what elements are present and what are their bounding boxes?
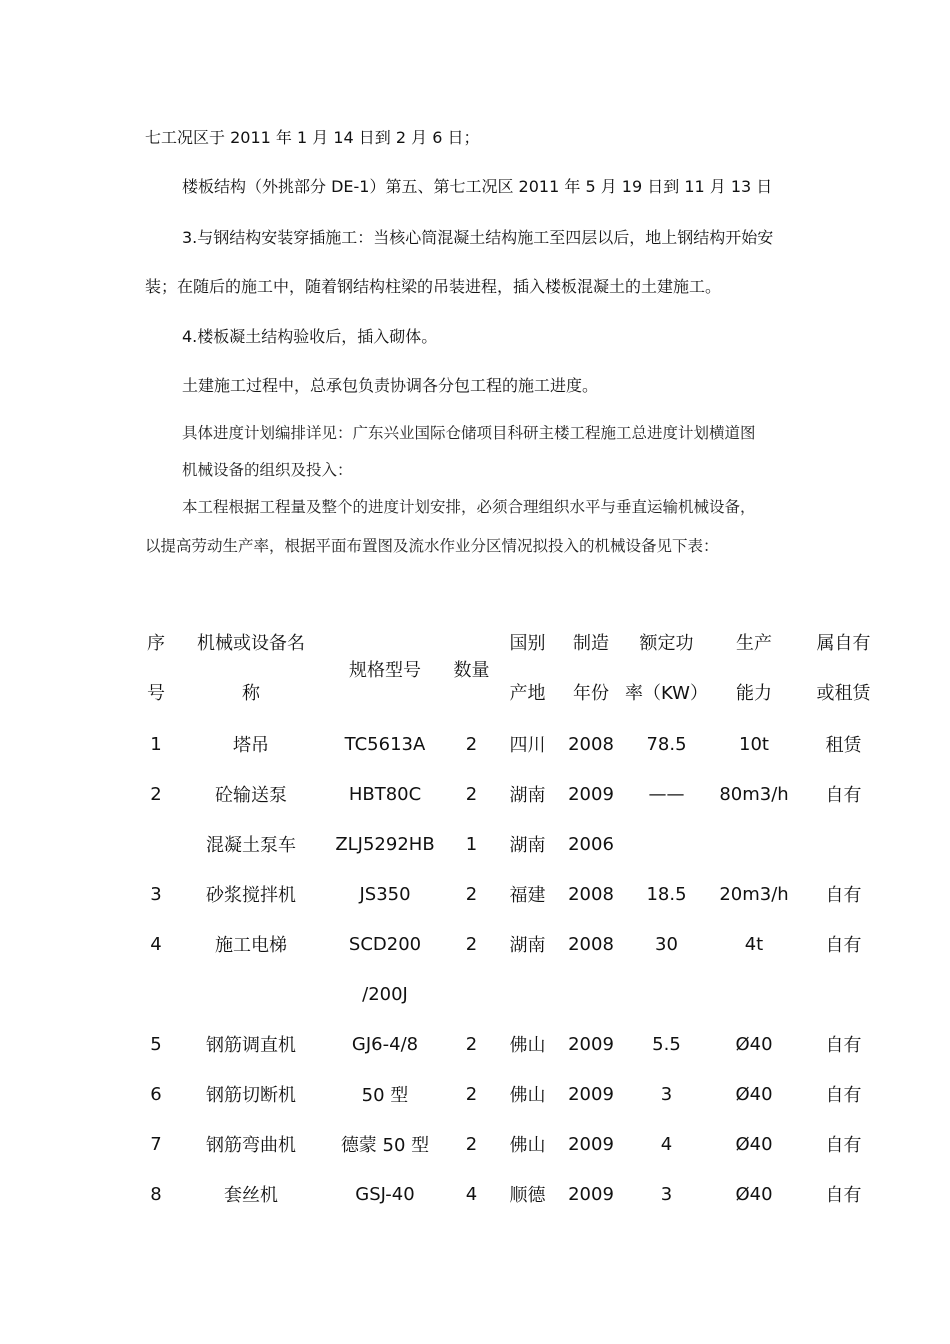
cell-name: 塔吊 [233, 735, 269, 756]
paragraph-schedule-zone7: 七工况区于 2011 年 1 月 14 日到 2 月 6 日； [145, 128, 480, 147]
cell-power: 4 [660, 1133, 673, 1155]
cell-power: 30 [655, 933, 678, 955]
table-row [131, 1069, 891, 1119]
header-name [181, 619, 321, 719]
cell-origin: 佛山 [509, 1135, 546, 1156]
table-row [131, 869, 891, 919]
table-row [131, 719, 891, 769]
header-origin-line1: 国别 [509, 633, 546, 654]
cell-power [621, 819, 712, 869]
cell-origin: 佛山 [509, 1085, 546, 1106]
header-power [621, 619, 712, 719]
cell-seq [131, 819, 181, 869]
cell-origin: 顺德 [509, 1185, 546, 1206]
cell-origin [494, 969, 561, 1019]
table-row [131, 919, 891, 969]
cell-seq: 7 [150, 1133, 162, 1155]
cell-power [621, 969, 712, 1019]
cell-qty: 1 [465, 833, 478, 855]
section-heading-equipment: 机械设备的组织及投入： [182, 461, 353, 479]
cell-qty [449, 969, 494, 1019]
table-row [131, 1019, 891, 1069]
cell-power: 78.5 [646, 733, 687, 755]
cell-name: 施工电梯 [215, 935, 287, 956]
cell-name [181, 969, 321, 1019]
cell-owner [796, 819, 891, 869]
cell-capacity: Ø40 [735, 1133, 773, 1155]
table-row [131, 1169, 891, 1219]
paragraph-equipment-intro-1: 本工程根据工程量及整个的进度计划安排，必须合理组织水平与垂直运输机械设备， [182, 498, 756, 516]
header-name-line1: 机械或设备名 [197, 633, 305, 654]
cell-model: TC5613A [344, 733, 426, 755]
cell-model: /200J [362, 983, 408, 1005]
cell-year: 2009 [568, 1033, 614, 1055]
cell-year: 2008 [568, 733, 614, 755]
cell-seq: 5 [150, 1033, 162, 1055]
cell-origin: 佛山 [509, 1035, 546, 1056]
cell-name: 钢筋调直机 [206, 1035, 296, 1056]
header-capacity-line1: 生产 [736, 633, 772, 654]
cell-seq: 2 [150, 783, 162, 805]
cell-model: 德蒙 50 型 [340, 1135, 430, 1156]
header-capacity-line2: 能力 [736, 683, 772, 704]
cell-name: 钢筋弯曲机 [206, 1135, 296, 1156]
cell-seq: 1 [150, 733, 162, 755]
cell-seq: 4 [150, 933, 162, 955]
paragraph-coordination: 土建施工过程中，总承包负责协调各分包工程的施工进度。 [182, 376, 599, 395]
table-header-row [131, 619, 891, 719]
cell-origin: 湖南 [509, 785, 546, 806]
cell-seq: 3 [150, 883, 162, 905]
cell-power: 18.5 [646, 883, 687, 905]
cell-seq [131, 969, 181, 1019]
header-qty: 数量 [453, 660, 490, 681]
cell-owner: 自有 [825, 1035, 862, 1056]
cell-capacity: Ø40 [735, 1083, 773, 1105]
cell-year: 2009 [568, 783, 614, 805]
cell-qty: 2 [465, 733, 478, 755]
cell-model: JS350 [359, 883, 411, 905]
cell-name: 钢筋切断机 [206, 1085, 296, 1106]
cell-qty: 2 [465, 1133, 478, 1155]
cell-year [561, 969, 621, 1019]
cell-origin: 湖南 [509, 935, 546, 956]
header-year [561, 619, 621, 719]
table-row [131, 969, 891, 1019]
cell-name: 砼输送泵 [215, 785, 287, 806]
cell-owner: 自有 [825, 1185, 862, 1206]
header-seq-line1: 序 [147, 633, 165, 654]
cell-owner: 自有 [825, 1085, 862, 1106]
cell-qty: 2 [465, 883, 478, 905]
header-power-line1: 额定功 [639, 633, 694, 654]
cell-model: 50 型 [361, 1085, 409, 1106]
cell-seq: 8 [150, 1183, 162, 1205]
cell-model: HBT80C [348, 783, 422, 805]
cell-power: 3 [660, 1083, 673, 1105]
header-owner [796, 619, 891, 719]
equipment-table [131, 619, 891, 1219]
cell-origin: 福建 [509, 885, 546, 906]
cell-name: 套丝机 [224, 1185, 278, 1206]
cell-model: GSJ-40 [355, 1183, 415, 1205]
cell-capacity: 10t [739, 733, 769, 755]
header-origin-line2: 产地 [509, 683, 546, 704]
header-capacity [712, 619, 796, 719]
cell-qty: 2 [465, 783, 478, 805]
cell-power: 3 [660, 1183, 673, 1205]
cell-year: 2009 [568, 1133, 614, 1155]
table-row [131, 1119, 891, 1169]
cell-qty: 2 [465, 1033, 478, 1055]
cell-qty: 2 [465, 933, 478, 955]
header-origin [494, 619, 561, 719]
cell-owner: 自有 [825, 935, 862, 956]
cell-capacity: 20m3/h [719, 883, 789, 905]
paragraph-steel-interleave-2: 装；在随后的施工中，随着钢结构柱梁的吊装进程，插入楼板混凝土的土建施工。 [145, 277, 722, 296]
cell-model: SCD200 [348, 933, 422, 955]
header-year-line2: 年份 [573, 683, 609, 704]
cell-owner: 自有 [825, 885, 862, 906]
cell-year: 2006 [568, 833, 614, 855]
paragraph-steel-interleave-1: 3.与钢结构安装穿插施工：当核心筒混凝土结构施工至四层以后，地上钢结构开始安 [182, 228, 774, 247]
cell-power: —— [648, 783, 685, 805]
cell-power: 5.5 [652, 1033, 681, 1055]
table-row [131, 819, 891, 869]
cell-year: 2008 [568, 883, 614, 905]
cell-capacity: 80m3/h [719, 783, 789, 805]
header-name-line2: 称 [242, 683, 260, 704]
cell-capacity [712, 969, 796, 1019]
header-owner-line2: 或租赁 [816, 683, 871, 704]
cell-year: 2009 [568, 1083, 614, 1105]
header-year-line1: 制造 [573, 633, 609, 654]
cell-model: ZLJ5292HB [335, 833, 435, 855]
cell-capacity: 4t [744, 933, 764, 955]
header-model: 规格型号 [349, 660, 421, 681]
cell-origin: 湖南 [509, 835, 546, 856]
cell-seq: 6 [150, 1083, 162, 1105]
cell-capacity [712, 819, 796, 869]
header-owner-line1: 属自有 [816, 633, 871, 654]
table-row [131, 769, 891, 819]
cell-capacity: Ø40 [735, 1183, 773, 1205]
header-power-line2: 率（KW） [625, 683, 708, 704]
cell-model: GJ6-4/8 [351, 1033, 419, 1055]
cell-year: 2008 [568, 933, 614, 955]
cell-name: 混凝土泵车 [206, 835, 296, 856]
paragraph-masonry: 4.楼板凝土结构验收后，插入砌体。 [182, 327, 438, 346]
cell-origin: 四川 [509, 735, 546, 756]
paragraph-schedule-reference: 具体进度计划编排详见：广东兴业国际仓储项目科研主楼工程施工总进度计划横道图 [182, 424, 756, 442]
cell-owner: 自有 [825, 785, 862, 806]
cell-owner [796, 969, 891, 1019]
cell-qty: 2 [465, 1083, 478, 1105]
paragraph-floor-structure: 楼板结构（外挑部分 DE-1）第五、第七工况区 2011 年 5 月 19 日到 11 月 13 日 [182, 177, 773, 196]
cell-owner: 自有 [825, 1135, 862, 1156]
paragraph-equipment-intro-2: 以提高劳动生产率，根据平面布置图及流水作业分区情况拟投入的机械设备见下表： [145, 537, 719, 555]
cell-capacity: Ø40 [735, 1033, 773, 1055]
header-seq-line2: 号 [147, 683, 165, 704]
cell-owner: 租赁 [825, 735, 862, 756]
cell-name: 砂浆搅拌机 [206, 885, 296, 906]
cell-year: 2009 [568, 1183, 614, 1205]
header-seq [131, 619, 181, 719]
cell-qty: 4 [465, 1183, 478, 1205]
